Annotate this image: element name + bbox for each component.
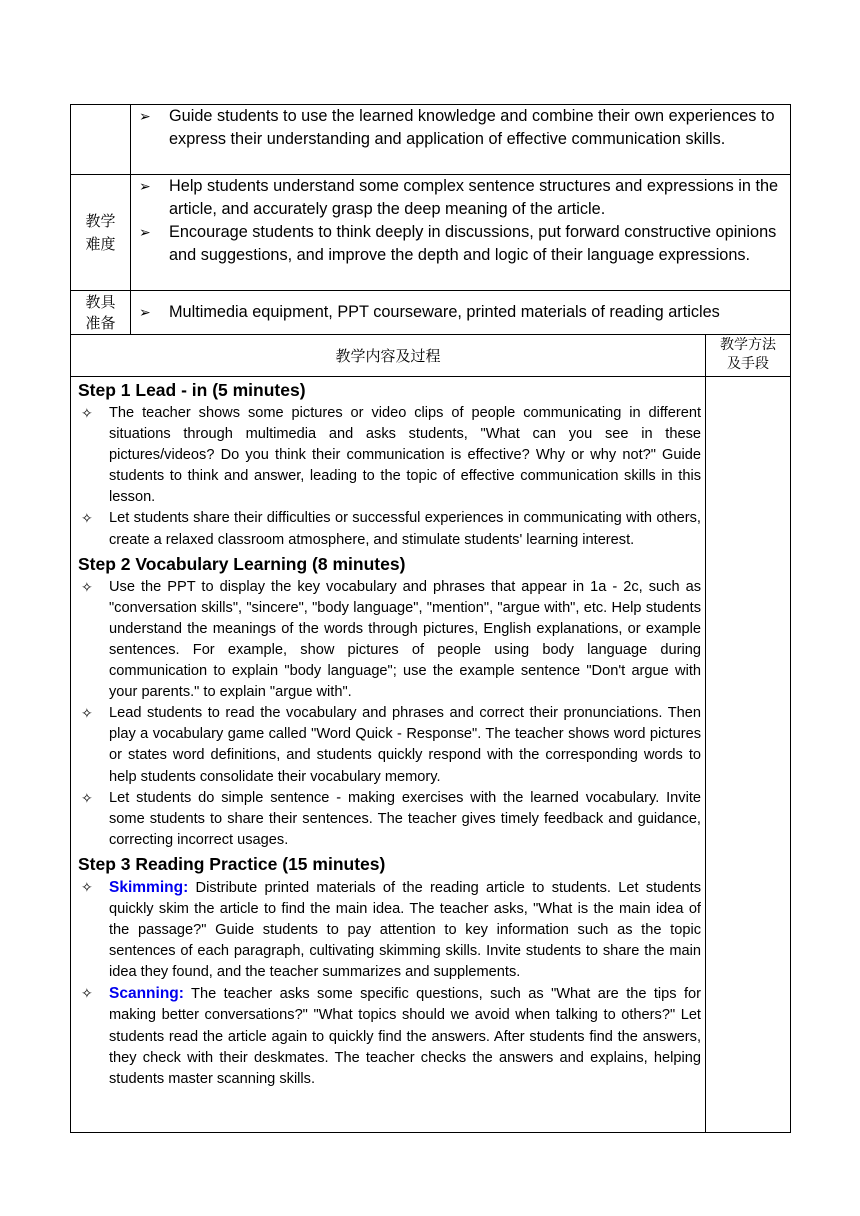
diamond-bullet-icon: ✧ bbox=[81, 405, 93, 421]
diamond-bullet-icon: ✧ bbox=[81, 878, 93, 895]
list-item bbox=[78, 877, 701, 983]
list-item bbox=[78, 508, 701, 550]
step-list bbox=[78, 403, 701, 551]
list-item: ➢ Encourage students to think deeply in discussions, put forward constructive opinions and suggestions, and improve the depth and logic of their language expressions. bbox=[139, 223, 777, 264]
step-title: Step 3 Reading Practice (15 minutes) bbox=[78, 853, 386, 874]
item-text: Distribute printed materials of the reading article to students. Let students quickly skim the article to find the main idea. The teacher asks, "What is the main idea of the passage?" Guide students to pay attention to key information such as the topic sentences of each paragraph, cultivating skimming skills. Invite students to share the main idea they found, and the teacher summarizes and supplements. bbox=[109, 879, 701, 981]
list-item bbox=[78, 983, 701, 1089]
lesson-plan-table bbox=[70, 104, 791, 1133]
list-item bbox=[78, 703, 701, 787]
step-title: Step 2 Vocabulary Learning (8 minutes) bbox=[78, 553, 406, 574]
preparation-row bbox=[71, 291, 791, 335]
list-item bbox=[78, 577, 701, 704]
process-content-cell bbox=[71, 377, 706, 1133]
difficulty-row bbox=[71, 175, 791, 291]
diamond-bullet-icon: ✧ bbox=[81, 789, 93, 806]
item-text: Let students do simple sentence - making exercises with the learned vocabulary. Invite some students to share their sentences. The teacher gives timely feedback and guidance, correcting incorrect usages. bbox=[109, 789, 701, 848]
goals-label-cell bbox=[71, 105, 131, 175]
goals-continued-row bbox=[71, 105, 791, 175]
list-item bbox=[78, 403, 701, 508]
item-text: Let students share their difficulties or successful experiences in communicating with others, create a relaxed classroom atmosphere, and stimulate students' learning interest. bbox=[109, 510, 701, 548]
diamond-bullet-icon: ✧ bbox=[81, 510, 93, 527]
item-text: The teacher asks some specific questions, such as "What are the tips for making better conversations?" "What topics should we avoid when talking to others?" Let students read the article again to quickly find the answers. After students find the answers, they check with their deskmates. The teacher checks the answers and explains, helping students master scanning skills. bbox=[109, 986, 701, 1087]
goals-content-cell bbox=[131, 105, 791, 175]
process-row bbox=[71, 377, 791, 1133]
arrow-bullet-icon: ➢ bbox=[139, 108, 151, 124]
difficulty-list bbox=[131, 175, 790, 267]
preparation-label: 教具 准备 bbox=[71, 291, 131, 335]
method-header: 教学方法 及手段 bbox=[706, 335, 791, 377]
keyword-label: Scanning: bbox=[109, 985, 184, 1003]
lesson-plan-page bbox=[70, 104, 790, 1133]
diamond-bullet-icon: ✧ bbox=[81, 985, 93, 1002]
step-list bbox=[78, 877, 701, 1090]
arrow-bullet-icon: ➢ bbox=[139, 178, 151, 194]
goals-list bbox=[131, 105, 790, 151]
list-item: ➢ Guide students to use the learned knowledge and combine their own experiences to express their understanding and application of effective communication skills. bbox=[139, 107, 775, 148]
item-text: Lead students to read the vocabulary and phrases and correct their pronunciations. Then play a vocabulary game called "Word Quick - Response". The teacher shows word pictures or states word definitions, and students quickly respond with the corresponding words to help students consolidate their vocabulary memory. bbox=[109, 705, 701, 785]
arrow-bullet-icon: ➢ bbox=[139, 224, 151, 240]
difficulty-label: 教学 难度 bbox=[71, 175, 131, 291]
content-header: 教学内容及过程 bbox=[71, 335, 706, 377]
keyword-label: Skimming: bbox=[109, 878, 189, 896]
step-list bbox=[78, 577, 701, 851]
list-item: ➢ Multimedia equipment, PPT courseware, printed materials of reading articles bbox=[131, 301, 790, 324]
difficulty-content-cell bbox=[131, 175, 791, 291]
diamond-bullet-icon: ✧ bbox=[81, 705, 93, 722]
list-item: ➢ Help students understand some complex sentence structures and expressions in the article, and accurately grasp the deep meaning of the article. bbox=[139, 177, 779, 218]
list-item bbox=[78, 788, 701, 851]
section-header-row bbox=[71, 335, 791, 377]
item-text: The teacher shows some pictures or video clips of people communicating in different situations through multimedia and asks students, "What can you see in these pictures/videos? Do you think their communication is effective? Why or why not?" Guide students to think and answer, leading to the topic of effective communication skills in this lesson. bbox=[109, 405, 701, 506]
arrow-bullet-icon: ➢ bbox=[139, 304, 151, 320]
preparation-content-cell bbox=[131, 291, 791, 335]
method-cell bbox=[706, 377, 791, 1133]
step-title: Step 1 Lead - in (5 minutes) bbox=[78, 380, 306, 400]
item-text: Use the PPT to display the key vocabulary and phrases that appear in 1a - 2c, such as "conversation skills", "sincere", "body language", "mention", "argue with", etc. Help students understand the meanings of the words through pictures, English explanations, or example sentences. For example, show pictures of people using body language during communication to explain "body language"; use the example sentence "Don't argue with your parents." to explain "argue with". bbox=[109, 578, 701, 701]
diamond-bullet-icon: ✧ bbox=[81, 578, 93, 595]
preparation-list bbox=[131, 301, 790, 324]
